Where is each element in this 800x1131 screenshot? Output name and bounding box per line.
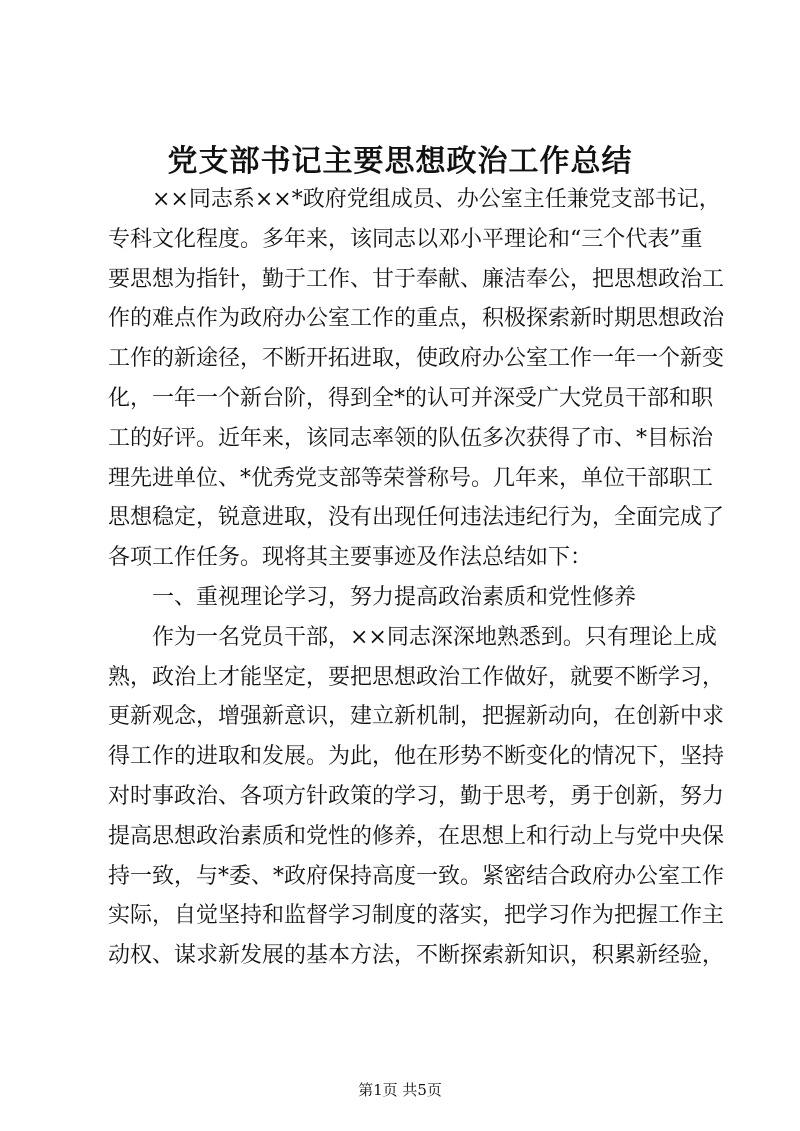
paragraph-line: 要思想为指针，勤于工作、甘于奉献、廉洁奉公，把思想政治工 [108, 266, 725, 292]
section-heading: 一、重视理论学习，努力提高政治素质和党性修养 [152, 584, 637, 610]
paragraph-line: 专科文化程度。多年来，该同志以邓小平理论和“三个代表”重 [108, 226, 703, 252]
paragraph-line: 更新观念，增强新意识，建立新机制，把握新动向，在创新中求 [108, 704, 725, 730]
paragraph-line: 持一致，与*委、*政府保持高度一致。紧密结合政府办公室工作 [108, 863, 725, 889]
paragraph-line: 得工作的进取和发展。为此，他在形势不断变化的情况下，坚持 [108, 744, 725, 770]
paragraph-line: 熟，政治上才能坚定，要把思想政治工作做好，就要不断学习， [108, 664, 725, 690]
document-body [108, 180, 725, 976]
paragraph-line: 作的难点作为政府办公室工作的重点，积极探索新时期思想政治 [108, 306, 725, 332]
paragraph-line: 作为一名党员干部，××同志深深地熟悉到。只有理论上成 [152, 624, 717, 650]
page-number-footer: 第1页 共5页 [358, 1081, 442, 1099]
paragraph-line: 理先进单位、*优秀党支部等荣誉称号。几年来，单位干部职工 [108, 465, 714, 491]
document-title: 党支部书记主要思想政治工作总结 [167, 144, 633, 179]
paragraph-line: 思想稳定，锐意进取，没有出现任何违法违纪行为，全面完成了 [108, 505, 725, 531]
paragraph-line: 提高思想政治素质和党性的修养，在思想上和行动上与党中央保 [108, 823, 725, 849]
paragraph-line: 工的好评。近年来，该同志率领的队伍多次获得了市、*目标治 [108, 425, 714, 451]
paragraph-line: 化，一年一个新台阶，得到全*的认可并深受广大党员干部和职 [108, 385, 714, 411]
paragraph-line: 对时事政治、各项方针政策的学习，勤于思考，勇于创新，努力 [108, 783, 725, 809]
paragraph-line: 实际，自觉坚持和监督学习制度的落实，把学习作为把握工作主 [108, 903, 725, 929]
paragraph-line: ××同志系××*政府党组成员、办公室主任兼党支部书记， [152, 187, 721, 212]
paragraph-line: 各项工作任务。现将其主要事迹及作法总结如下： [108, 545, 593, 571]
paragraph-line: 工作的新途径，不断开拓进取，使政府办公室工作一年一个新变 [108, 346, 725, 372]
paragraph-line: 动权、谋求新发展的基本方法，不断探索新知识，积累新经验， [108, 943, 725, 969]
